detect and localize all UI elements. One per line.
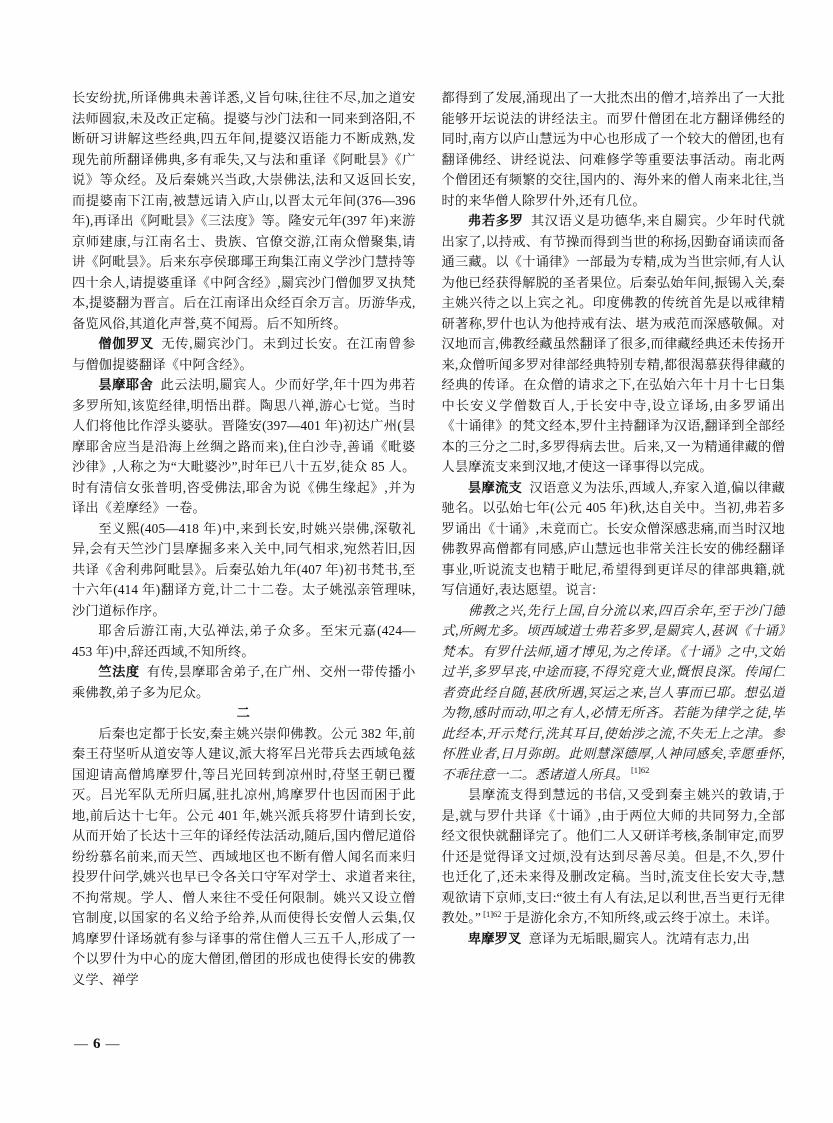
footer-dash: — <box>105 1037 121 1052</box>
footnote-marker: [1]62 <box>483 908 502 919</box>
entry-paragraph <box>72 375 416 519</box>
entry-text: 汉语意义为法乐,西域人,弃家入道,偏以律藏驰名。以弘始七年(公元 405 年)秋,达自关中。当初,弗若多罗诵出《十诵》,未竟而亡。长安众僧深感悲痛,而当时汉地佛教界高僧都有同感,庐山慧远也非常关注长安的佛经翻译事业,听说流支也精于毗尼,希望得到更详尽的律部典籍,就写信通好,表达愿望。说言: <box>441 479 785 597</box>
entry-name: 弗若多罗 <box>467 213 524 228</box>
paragraph: 耶舍后游江南,大弘禅法,弟子众多。至宋元嘉(424—453 年)中,辞还西域,不知所终。 <box>72 623 416 659</box>
footer-dash: — <box>74 1037 89 1052</box>
left-column <box>72 88 416 990</box>
entry-paragraph <box>442 929 786 950</box>
entry-name: 卑摩罗叉 <box>467 930 522 946</box>
entry-text: 有传,昙摩耶舍弟子,在广州、交州一带传播小乘佛教,弟子多为尼众。 <box>72 664 416 700</box>
entry-name: 僧伽罗叉 <box>98 336 155 351</box>
paragraph-text: 昙摩流支得到慧远的书信,又受到秦主姚兴的敦请,于是,就与罗什共译《十诵》,由于两位大师的共同努力,全部经文很快就翻译完了。他们二人又研详考核,条制审定,而罗什还是觉得译文过烦,没有达到尽善尽美。但是,不久,罗什也迁化了,还未来得及删改定稿。当时,流支住长安大寺,慧观欲请下京师,支曰:“彼土有人有法,足以利世,吾当更行无律教处。” <box>441 787 785 925</box>
entry-name: 竺法度 <box>98 664 140 679</box>
page-number: 6 <box>93 1036 102 1052</box>
entry-paragraph <box>72 662 416 703</box>
entry-name: 昙摩流支 <box>467 479 523 495</box>
paragraph: 长安纷扰,所译佛典未善详悉,义旨句味,往往不尽,加之道安法师圆寂,未及改正定稿。提婆与沙门法和一同来到洛阳,不断研习讲解这些经典,四五年间,提婆汉语能力不断成熟,发现先前所翻译佛典,多有乖失,又与法和重译《阿毗昙》《广说》等众经。及后秦姚兴当政,大崇佛法,法和又返回长安,而提婆南下江南,被慧远请入庐山,以晋太元年间(376—396 年),再译出《阿毗昙》《三法度》等。隆安元年(397 年)来游京师建康,与江南名士、贵族、官僚交游,江南众僧聚集,请讲《阿毗昙》。后来东亭侯瑯瑘王珣集江南义学沙门慧持等四十余人,请提婆重译《中阿含经》,罽宾沙门僧伽罗叉执梵本,提婆翻为晋言。后在江南译出众经百余万言。历游华戎,备览风俗,其道化声誉,莫不闻焉。后不知所终。 <box>72 90 416 331</box>
quote-text: 佛教之兴,先行上国,自分流以来,四百余年,至于沙门德式,所阙尤多。顷西域道士弗若多罗,是罽宾人,甚讽《十诵》梵本。有罗什法师,通才博见,为之传译。《十诵》之中,文始过半,多罗早丧,中途而寝,不得究竟大业,慨恨良深。传闻仁者赍此经自随,甚欣所遇,冥运之来,岂人事而已耶。想弘道为物,感时而动,叩之有人,必情无所吝。若能为律学之徒,毕此经本,开示梵行,洗其耳目,使始涉之流,不失无上之津。参怀胜业者,日月弥朗。此则慧深德厚,人神同感矣,幸愿垂怀,不乖往意一二。悉诸道人所具。 <box>441 602 785 782</box>
entry-paragraph <box>442 211 786 478</box>
paragraph: 至义熙(405—418 年)中,来到长安,时姚兴崇佛,深敬礼异,会有天竺沙门昙摩掘多来入关中,同气相求,宛然若旧,因共译《舍利弗阿毗昙》。后秦弘始九年(407 年)初书梵书,至十六年(414 年)翻译方竟,计二十二卷。太子姚泓亲管理味,沙门道标作序。 <box>72 520 416 618</box>
paragraph <box>442 785 786 929</box>
text-columns <box>72 88 785 990</box>
entry-text: 无传,罽宾沙门。未到过长安。在江南曾参与僧伽提婆翻译《中阿含经》。 <box>72 336 416 372</box>
entry-paragraph <box>442 478 786 601</box>
entry-text: 其汉语义是功德华,来自罽宾。少年时代就出家了,以持戒、有节操而得到当世的称扬,因勤奋诵读而备通三藏。以《十诵律》一部最为专精,成为当世宗师,有人认为他已经获得解脱的圣者果位。后秦弘始年间,振锡入关,秦主姚兴待之以上宾之礼。印度佛教的传统首先是以戒律精研著称,罗什也认为他持戒有法、堪为戒范而深感敬佩。对汉地而言,佛教经藏虽然翻译了很多,而律藏经典还未传扬开来,众僧听闻多罗对律部经典特别专精,都很渴慕获得律藏的经典的传译。在众僧的请求之下,在弘始六年十月十七日集中长安义学僧数百人,于长安中寺,设立译场,由多罗诵出《十诵律》的梵文经本,罗什主持翻译为汉语,翻译到全部经本的三分之二时,多罗得病去世。后来,又一为精通律藏的僧人昙摩流支来到汉地,才使这一译事得以完成。 <box>441 213 785 474</box>
block-quote <box>442 601 786 786</box>
section-heading: 二 <box>236 705 251 720</box>
page-footer <box>74 1036 121 1053</box>
paragraph-text: 于是游化余方,不知所终,或云终于凉土。未详。 <box>503 910 779 925</box>
entry-name: 昙摩耶舍 <box>98 377 154 392</box>
paragraph: 都得到了发展,涌现出了一大批杰出的僧才,培养出了一大批能够开坛说法的讲经法主。而罗什僧团在北方翻译佛经的同时,南方以庐山慧远为中心也形成了一个较大的僧团,也有翻译佛经、讲经说法、问难修学等重要法事活动。南北两个僧团还有频繁的交往,国内的、海外来的僧人南来北往,当时的来华僧人除罗什外,还有几位。 <box>441 90 785 208</box>
entry-text: 意译为无垢眼,罽宾人。沈靖有志力,出 <box>528 930 750 946</box>
footnote-marker: [1]62 <box>630 765 650 776</box>
entry-text: 此云法明,罽宾人。少而好学,年十四为弗若多罗所知,该览经律,明悟出群。陶思八禅,游心七觉。当时人们将他比作浮头婆驮。晋隆安(397—401 年)初达广州(昙摩耶舍应当是沿海上丝绸之路而来),住白沙寺,善诵《毗婆沙律》,人称之为“大毗婆沙”,时年已八十五岁,徒众 85 人。时有清信女张普明,咨受佛法,耶舍为说《佛生缘起》,并为译出《差摩经》一卷。 <box>72 377 416 515</box>
right-column <box>442 88 786 949</box>
paragraph: 后秦也定都于长安,秦主姚兴崇仰佛教。公元 382 年,前秦王苻坚听从道安等人建议,派大将军吕光带兵去西域龟兹国迎请高僧鸠摩罗什,等吕光回转到凉州时,苻坚王朝已覆灭。吕光军队无所归属,驻扎凉州,鸠摩罗什也因而困于此地,前后达十七年。公元 401 年,姚兴派兵将罗什请到长安,从而开始了长达十三年的译经传法活动,随后,国内僧尼道俗纷纷慕名前来,而天竺、西域地区也不断有僧人闻名而来归投罗什问学,姚兴也早已令各关口守军对学士、求道者来往,不拘常规。学人、僧人来往不受任何限制。姚兴又设立僧官制度,以国家的名义给予给养,从而使得长安僧人云集,仅鸠摩罗什译场就有参与译事的常住僧人三五千人,形成了一个以罗什为中心的庞大僧团,僧团的形成也使得长安的佛教义学、禅学 <box>72 725 416 987</box>
entry-paragraph <box>72 334 416 375</box>
